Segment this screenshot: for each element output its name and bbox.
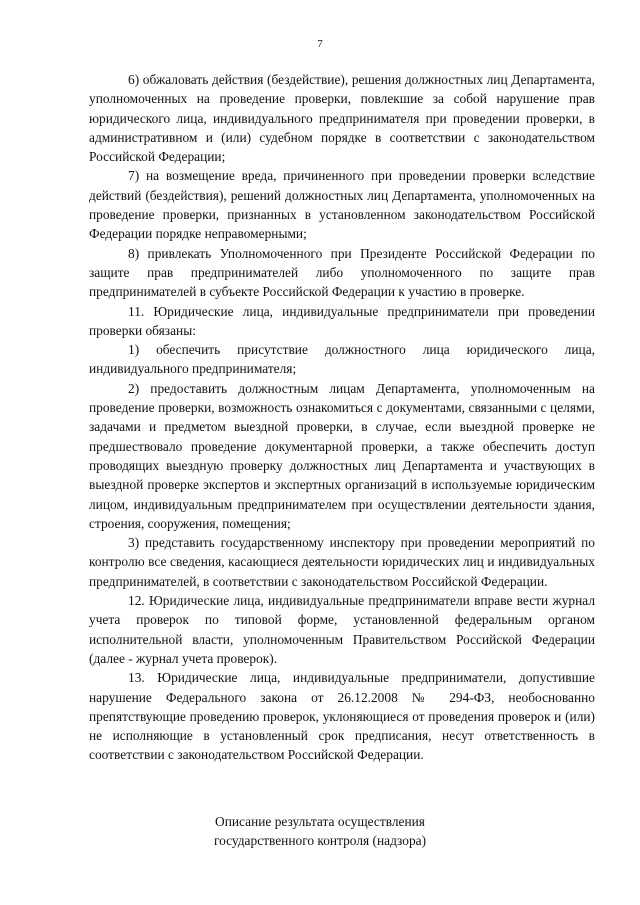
paragraph-13-liability: 13. Юридические лица, индивидуальные предприниматели, допустившие нарушение Федерального закона от 26.12.2008 № 294-ФЗ, необоснованно препятствующие проведению проверок, уклоняющиеся от проведения проверок и (или) не исполняющие в установленный срок предписания, несут ответственность в соответствии с законодательством Российской Федерации. [89, 670, 595, 763]
paragraph-12-journal: 12. Юридические лица, индивидуальные предприниматели вправе вести журнал учета проверок по типовой форме, установленной федеральным органом исполнительной власти, уполномоченным Правительством Российской Федерации (далее - журнал учета проверок). [89, 593, 595, 666]
section-heading-line-2: государственного контроля (надзора) [213, 833, 427, 849]
paragraph-11-obligations: 11. Юридические лица, индивидуальные предприниматели при проведении проверки обязаны: [89, 303, 595, 338]
paragraph-11-2-access: 2) предоставить должностным лицам Департамента, уполномоченным на проведение проверки, возможность ознакомиться с документами, связанными с целями, задачами и предметом выездной проверки, в случае, если выездной проверке не предшествовало проведение документарной проверки, а также обеспечить доступ проводящих выездную проверку должностных лиц Департамента и участвующих в выездной проверке экспертов и экспертных организаций в используемые юридическим лицом, индивидуальным предпринимателем при осуществлении деятельности здания, строения, сооружения, помещения; [89, 380, 595, 531]
paragraph-11-1-presence: 1) обеспечить присутствие должностного лица юридического лица, индивидуального предпринимателя; [89, 342, 595, 377]
section-heading-line-1: Описание результата осуществления [215, 814, 425, 829]
page-number: 7 [317, 38, 323, 50]
document-body [89, 70, 595, 765]
paragraph-7-compensation: 7) на возмещение вреда, причиненного при проведении проверки вследствие действий (бездействия), решений должностных лиц Департамента, уполномоченных на проведение проверки, признанных в установленном законодательством Российской Федерации порядке неправомерными; [89, 168, 595, 242]
paragraph-11-3-information: 3) представить государственному инспектору при проведении мероприятий по контролю все сведения, касающиеся деятельности юридических лиц и индивидуальных предпринимателей, в соответствии с законодательством Российской Федерации. [89, 535, 595, 589]
paragraph-8-ombudsman: 8) привлекать Уполномоченного при Президенте Российской Федерации по защите прав предпринимателей либо уполномоченного по защите прав предпринимателей в субъекте Российской Федерации к участию в проверке. [89, 245, 595, 300]
paragraph-6-appeal: 6) обжаловать действия (бездействие), решения должностных лиц Департамента, уполномоченных на проведение проверки, повлекшие за собой нарушение прав юридического лица, индивидуального предпринимателя при проведении проверки, в административном и (или) судебном порядке в соответствии с законодательством Российской Федерации; [89, 72, 595, 165]
section-heading [0, 812, 640, 851]
